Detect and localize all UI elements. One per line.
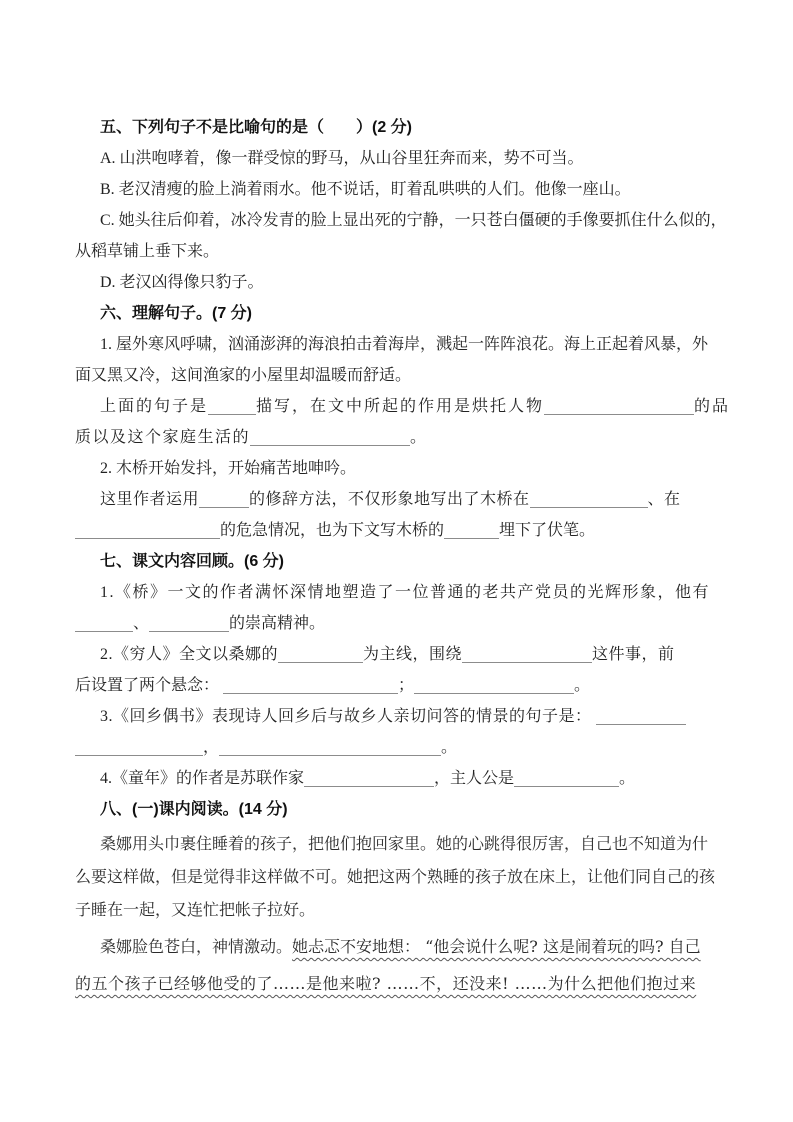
s6-q1-fill-line2 [75, 422, 723, 453]
answer-blank [414, 677, 574, 694]
answer-blank [596, 708, 686, 725]
text-segment: 的崇高精神。 [229, 615, 326, 632]
text-segment: ，主人公是 [434, 770, 515, 787]
text-segment: 、在 [647, 491, 681, 508]
text-segment: 上面的句子是 [100, 398, 209, 415]
option-d [75, 267, 723, 298]
s7-q4 [75, 763, 723, 794]
s6-q1-fill-line1 [75, 391, 731, 422]
answer-blank [75, 615, 133, 632]
text-segment: 面又黑又冷，这间渔家的小屋里却温暖而舒适。 [75, 367, 412, 384]
text-segment: 从稻草铺上垂下来。 [75, 243, 220, 260]
s6-q1-line1 [75, 329, 723, 360]
text-segment: ； [398, 677, 415, 694]
text-segment: 子睡在一起，又连忙把帐子拉好。 [75, 900, 316, 919]
text-segment: 七、课文内容回顾。(6 分) [100, 553, 285, 570]
text-segment: D. 老汉凶得像只豹子。 [100, 274, 264, 291]
s7-q3-line2 [75, 732, 723, 763]
answer-blank [208, 398, 256, 415]
text-segment: 的危急情况，也为下文写木桥的 [220, 522, 445, 539]
passage-p1-line3 [75, 893, 723, 926]
answer-blank [149, 615, 229, 632]
answer-blank [223, 677, 398, 694]
text-segment: 。 [410, 429, 428, 446]
wavy-underlined-text: 她忐忑不安地想： “他会说什么呢? 这是闹着玩的吗? 自己 [292, 937, 701, 956]
text-segment: 这件事，前 [592, 646, 675, 663]
section5-heading [75, 112, 723, 143]
text-segment: 这里作者运用 [100, 491, 200, 508]
text-segment: 2. 木桥开始发抖，开始痛苦地呻吟。 [100, 460, 357, 477]
answer-blank [462, 646, 592, 663]
text-segment: 、 [133, 615, 150, 632]
section8-heading [75, 794, 723, 825]
answer-blank [544, 398, 694, 415]
text-segment: 。 [574, 677, 591, 694]
section6-heading [75, 298, 723, 329]
s7-q2-line2 [75, 670, 723, 701]
answer-blank [304, 770, 434, 787]
passage-p1-line1 [75, 827, 723, 860]
s7-q1-line1 [75, 577, 723, 608]
text-segment: 埋下了伏笔。 [499, 522, 596, 539]
answer-blank [75, 739, 203, 756]
answer-blank [75, 522, 220, 539]
answer-blank [250, 429, 410, 446]
answer-blank [444, 522, 499, 539]
text-segment: 4.《童年》的作者是苏联作家 [100, 770, 305, 787]
text-segment: 六、理解句子。(7 分) [100, 305, 253, 322]
option-b [75, 174, 723, 205]
text-segment: 1. 屋外寒风呼啸，汹涌澎湃的海浪拍击着海岸，溅起一阵阵浪花。海上正起着风暴，外 [100, 336, 709, 353]
text-segment: 。 [441, 739, 458, 756]
text-segment: 描写，在文中所起的作用是烘托人物 [256, 398, 545, 415]
passage-p2-line1 [75, 930, 723, 963]
option-c [75, 205, 727, 236]
answer-blank [219, 739, 441, 756]
wavy-underlined-text: 的五个孩子已经够他受的了……是他来啦? ……不，还没来! ……为什么把他们抱过来 [75, 974, 697, 993]
s7-q3-line1 [75, 701, 723, 732]
text-segment: 3.《回乡偶书》表现诗人回乡后与故乡人亲切问答的情景的句子是： [100, 708, 597, 725]
answer-blank [530, 491, 648, 508]
text-segment: 质以及这个家庭生活的 [75, 429, 251, 446]
text-segment: 后设置了两个悬念： [75, 677, 224, 694]
text-segment: 。 [619, 770, 636, 787]
s6-q2-sentence [75, 453, 723, 484]
text-segment: 2.《穷人》全文以桑娜的 [100, 646, 279, 663]
text-segment: A. 山洪咆哮着，像一群受惊的野马，从山谷里狂奔而来，势不可当。 [100, 150, 584, 167]
s6-q2-fill-line2 [75, 515, 723, 546]
option-c-cont [75, 236, 723, 267]
passage-p2-line2 [75, 967, 723, 1000]
passage-p1-line2 [75, 860, 723, 893]
s7-q1-line2 [75, 608, 723, 639]
text-segment: 桑娜用头巾裹住睡着的孩子，把他们抱回家里。她的心跳得很厉害，自己也不知道为什 [100, 834, 709, 853]
text-segment: 的品 [694, 398, 731, 415]
text-segment: 为主线，围绕 [363, 646, 463, 663]
exam-text-block [75, 112, 731, 1000]
answer-blank [278, 646, 363, 663]
text-segment: 五、下列句子不是比喻句的是（ ）(2 分) [100, 119, 413, 136]
s6-q2-fill-line1 [75, 484, 723, 515]
answer-blank [514, 770, 619, 787]
text-segment: 八、(一)课内阅读。(14 分) [100, 801, 288, 818]
text-segment: ， [203, 739, 220, 756]
text-segment: 么要这样做，但是觉得非这样做不可。她把这两个熟睡的孩子放在床上，让他们同自己的孩 [75, 867, 716, 886]
s7-q2-line1 [75, 639, 723, 670]
text-segment: 1.《桥》一文的作者满怀深情地塑造了一位普通的老共产党员的光辉形象，他有 [100, 584, 711, 601]
text-segment: B. 老汉清瘦的脸上淌着雨水。他不说话，盯着乱哄哄的人们。他像一座山。 [100, 181, 631, 198]
answer-blank [199, 491, 249, 508]
option-a [75, 143, 723, 174]
text-segment: C. 她头往后仰着，冰冷发青的脸上显出死的宁静，一只苍白僵硬的手像要抓住什么似的， [100, 212, 727, 229]
text-segment: 桑娜脸色苍白，神情激动。 [100, 937, 293, 956]
section7-heading [75, 546, 723, 577]
text-segment: 的修辞方法，不仅形象地写出了木桥在 [249, 491, 530, 508]
s6-q1-line2 [75, 360, 723, 391]
